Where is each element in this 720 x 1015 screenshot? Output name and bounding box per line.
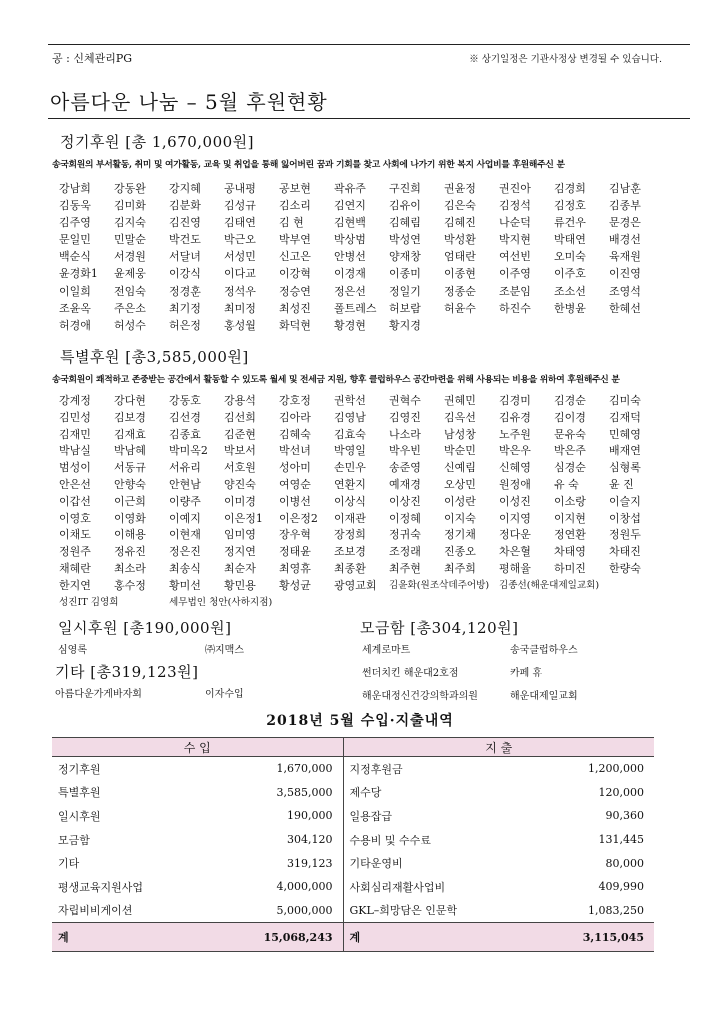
donor-name: 김재덕 xyxy=(609,410,641,424)
donor-name: 정태윤 xyxy=(279,545,311,559)
donor-name: 김아라 xyxy=(279,410,311,424)
donor-name: 김연지 xyxy=(334,199,366,213)
donor-name: 임미영 xyxy=(224,528,256,542)
donor-name: 차은혈 xyxy=(499,545,531,559)
donor-name: 김주영 xyxy=(59,216,91,230)
donor-name: 박순민 xyxy=(444,444,476,458)
donor-name: 김준현 xyxy=(224,427,256,441)
donor-name: 정원두 xyxy=(609,528,641,542)
donor-name: 손민우 xyxy=(334,461,366,475)
donor-name: 김유이 xyxy=(389,199,421,213)
donor-name: 나소라 xyxy=(389,427,421,441)
donor-name: ㈜지맥스 xyxy=(205,645,244,656)
expense-amount: 1,083,250 xyxy=(588,903,644,917)
donor-name: 박태연 xyxy=(554,233,586,247)
donor-name: 최종환 xyxy=(334,561,366,575)
special-donor-list xyxy=(55,393,660,611)
donor-name: 김재민 xyxy=(59,427,91,441)
donor-name: 황미선 xyxy=(169,578,201,592)
donor-name: 이근희 xyxy=(114,494,146,508)
ledger-row xyxy=(52,828,654,852)
regular-donation-heading: 정기후원 [총 1,670,000원] xyxy=(60,133,255,151)
donor-name: 정귀숙 xyxy=(389,528,421,542)
donor-name: 김경순 xyxy=(554,394,586,407)
donor-name: 노주원 xyxy=(499,427,531,441)
donor-name: 조보경 xyxy=(334,545,366,559)
donor-name: 심영록 xyxy=(58,645,87,656)
donor-name: 권진아 xyxy=(499,182,531,195)
donor-name: 송국클럽하우스 xyxy=(510,645,578,656)
donor-name: 김효숙 xyxy=(334,427,366,441)
donor-name: 박부연 xyxy=(279,233,311,247)
income-label: 평생교육지원사업 xyxy=(58,880,144,894)
donor-name: 박남실 xyxy=(59,444,91,458)
title-rule xyxy=(48,118,690,119)
donor-name: 원정애 xyxy=(499,477,531,491)
donor-name: 허경애 xyxy=(59,318,91,332)
other-income-list xyxy=(55,683,355,706)
donor-name: 김혜숙 xyxy=(279,427,311,441)
donor-name: 해운대제일교회 xyxy=(510,691,578,702)
donor-name: 최미정 xyxy=(224,301,256,315)
income-label: 기타 xyxy=(58,857,80,871)
donor-name: 정승연 xyxy=(279,284,311,298)
donor-name: 차태영 xyxy=(554,545,586,559)
donor-name: 이강식 xyxy=(169,267,201,281)
header-rule xyxy=(48,44,690,45)
income-total-label: 계 xyxy=(52,923,248,952)
income-amount: 1,670,000 xyxy=(248,757,343,781)
donor-name: 김종부 xyxy=(609,199,641,213)
donor-name: 허윤수 xyxy=(444,301,476,315)
donor-name: 장정희 xyxy=(334,528,366,542)
donor-name: 양재창 xyxy=(389,250,421,264)
donor-name: 황성균 xyxy=(279,578,311,592)
donation-box-heading: 모금함 [총304,120원] xyxy=(360,619,519,637)
ledger-row xyxy=(52,804,654,828)
donor-name: 광영교회 xyxy=(334,578,377,592)
donor-name: 심형록 xyxy=(609,461,641,475)
donor-name: 강호정 xyxy=(279,394,311,407)
donor-name: 강남희 xyxy=(59,182,91,195)
donor-name: 서달녀 xyxy=(169,250,201,264)
donor-name: 김종선(해운대제일교회) xyxy=(499,579,600,591)
donor-name: 오미숙 xyxy=(554,250,586,264)
donor-name: 최소라 xyxy=(114,561,146,575)
donor-name: 차태진 xyxy=(609,545,641,559)
expense-label: 일용잡급 xyxy=(349,809,393,823)
donor-name: 이성진 xyxy=(499,494,531,508)
donor-name: 폴트레스 xyxy=(334,301,377,315)
donor-name: 김은숙 xyxy=(444,199,476,213)
donor-name: 안현남 xyxy=(169,477,201,491)
expense-label: 사회심리재활사업비 xyxy=(349,880,446,894)
donor-name: 썬더치킨 해운대2호점 xyxy=(362,668,459,679)
donor-name: 최주희 xyxy=(444,561,476,575)
header-author: 공 : 신체관리PG xyxy=(52,52,133,65)
donor-name: 채혜란 xyxy=(59,561,91,575)
donor-name: 권혜민 xyxy=(444,394,476,407)
donor-name: 박선녀 xyxy=(279,444,311,458)
donor-name: 민혜영 xyxy=(609,427,641,441)
donor-name: 박건도 xyxy=(169,233,201,247)
donor-name: 이다교 xyxy=(224,267,256,281)
income-label: 일시후원 xyxy=(58,809,101,823)
donor-name: 이경재 xyxy=(334,267,366,281)
donor-name: 박남혜 xyxy=(114,444,146,458)
donor-name: 전임숙 xyxy=(114,284,146,298)
donor-name: 권혁수 xyxy=(389,394,421,407)
donor-name: 최송식 xyxy=(169,561,201,575)
donor-name: 강동완 xyxy=(114,182,146,195)
donor-name: 이영화 xyxy=(114,511,146,525)
income-label: 모금함 xyxy=(58,833,90,847)
donor-name: 여선빈 xyxy=(499,250,531,264)
donor-name: 이량주 xyxy=(169,494,201,508)
donor-name: 송준영 xyxy=(389,461,421,475)
donor-name: 김소리 xyxy=(279,199,311,213)
donor-name: 이채도 xyxy=(59,528,91,542)
donor-name: 박성연 xyxy=(389,233,421,247)
donor-name: 이재관 xyxy=(334,511,366,525)
donor-name: 신예림 xyxy=(444,461,476,475)
donor-name: 이종미 xyxy=(389,267,421,281)
donor-name: 박은우 xyxy=(499,444,531,458)
donor-name: 오상민 xyxy=(444,477,476,491)
onetime-donor-list xyxy=(58,639,352,662)
donor-name: 정종순 xyxy=(444,284,476,298)
donor-name: 장우혁 xyxy=(279,528,311,542)
donor-name: 조영석 xyxy=(609,284,641,298)
donor-name: 김유경 xyxy=(499,410,531,424)
donor-name: 이은정1 xyxy=(224,511,263,525)
donor-name: 정지연 xyxy=(224,545,256,559)
ledger-title: 2018년 5월 수입·지출내역 xyxy=(266,713,454,729)
donor-name: 박근오 xyxy=(224,233,256,247)
regular-donor-list xyxy=(55,180,660,334)
donor-name: 정기채 xyxy=(444,528,476,542)
donor-name: 배경선 xyxy=(609,233,641,247)
income-amount: 5,000,000 xyxy=(248,899,343,923)
donor-name: 최순자 xyxy=(224,561,256,575)
expense-label: GKL–희망담은 인문학 xyxy=(349,904,458,918)
income-amount: 190,000 xyxy=(248,804,343,828)
donor-name: 배재연 xyxy=(609,444,641,458)
expense-total-amount: 3,115,045 xyxy=(519,923,654,952)
donor-name: 김혜림 xyxy=(389,216,421,230)
donor-name: 김태연 xyxy=(224,216,256,230)
income-label: 정기후원 xyxy=(58,762,101,776)
ledger-header-row xyxy=(52,738,654,757)
donor-name: 이예지 xyxy=(169,511,201,525)
donor-name: 박영일 xyxy=(334,444,366,458)
donor-name: 정연환 xyxy=(554,528,586,542)
donor-name: 문유숙 xyxy=(554,427,586,441)
donor-name: 범성이 xyxy=(59,461,91,475)
income-amount: 319,123 xyxy=(248,851,343,875)
donor-name: 허성수 xyxy=(114,318,146,332)
donor-name: 조윤옥 xyxy=(59,301,91,315)
donor-name: 김 현 xyxy=(279,216,304,230)
donor-name: 카페 휴 xyxy=(510,668,543,679)
donor-name: 강용석 xyxy=(224,394,256,407)
income-header: 수 입 xyxy=(52,738,343,757)
donor-name: 김동욱 xyxy=(59,199,91,213)
other-income-heading: 기타 [총319,123원] xyxy=(55,663,199,681)
donor-name: 아름다운가게바자회 xyxy=(55,689,142,700)
header-notice: ※ 상기일정은 기관사정상 변경될 수 있습니다. xyxy=(469,54,662,65)
donor-name: 문일민 xyxy=(59,233,91,247)
donor-name: 세계로마트 xyxy=(362,645,411,656)
donor-name: 한량숙 xyxy=(609,561,641,575)
ledger-row xyxy=(52,875,654,899)
donor-name: 김혜진 xyxy=(444,216,476,230)
donor-name: 최성진 xyxy=(279,301,311,315)
donor-name: 평해율 xyxy=(499,561,531,575)
donor-name: 육재원 xyxy=(609,250,641,264)
donor-name: 성아미 xyxy=(279,461,311,475)
expense-label: 지정후원금 xyxy=(349,762,403,776)
donor-name: 허보람 xyxy=(389,301,421,315)
donor-name: 김미화 xyxy=(114,199,146,213)
expense-amount: 409,990 xyxy=(598,880,644,894)
donor-name: 서경원 xyxy=(114,250,146,264)
income-amount: 4,000,000 xyxy=(248,875,343,899)
expense-header: 지 출 xyxy=(343,738,654,757)
donor-name: 이갑선 xyxy=(59,494,91,508)
donor-name: 이주영 xyxy=(499,267,531,281)
donor-name: 최기정 xyxy=(169,301,201,315)
donor-name: 안은선 xyxy=(59,477,91,491)
donor-name: 윤 진 xyxy=(609,477,634,491)
donor-name: 정경훈 xyxy=(169,284,201,298)
donor-name: 최영휴 xyxy=(279,561,311,575)
expense-label: 수용비 및 수수료 xyxy=(349,833,431,847)
donor-name: 김윤화(원조삭데주어방) xyxy=(389,579,490,591)
donor-name: 이창섭 xyxy=(609,511,641,525)
ledger-row xyxy=(52,757,654,781)
donor-name: 김성규 xyxy=(224,199,256,213)
donor-name: 윤제웅 xyxy=(114,267,146,281)
donor-name: 이진영 xyxy=(609,267,641,281)
donor-name: 서호원 xyxy=(224,461,256,475)
donor-name: 최주현 xyxy=(389,561,421,575)
donor-name: 이주호 xyxy=(554,267,586,281)
donor-name: 이상식 xyxy=(334,494,366,508)
donor-name: 이현재 xyxy=(169,528,201,542)
donor-name: 구진희 xyxy=(389,182,421,195)
donor-name: 이일희 xyxy=(59,284,91,298)
donor-name: 강계정 xyxy=(59,394,91,407)
donor-name: 박보서 xyxy=(224,444,256,458)
donor-name: 이영호 xyxy=(59,511,91,525)
income-amount: 304,120 xyxy=(248,828,343,852)
donor-name: 정유진 xyxy=(114,545,146,559)
donor-name: 김정석 xyxy=(499,199,531,213)
donor-name: 한혜선 xyxy=(609,301,641,315)
donor-name: 김선경 xyxy=(169,410,201,424)
onetime-donation-heading: 일시후원 [총190,000원] xyxy=(58,619,232,637)
donor-name: 강지혜 xyxy=(169,182,201,195)
donor-name: 남성창 xyxy=(444,427,476,441)
donor-name: 연환지 xyxy=(334,477,366,491)
ledger-row xyxy=(52,851,654,875)
regular-donation-description: 송국회원의 부서활동, 취미 및 여가활동, 교육 및 취업을 통해 잃어버린 꿈과 기회를 찾고 사회에 나가기 위한 복지 사업비를 후원해주신 분 xyxy=(52,160,565,170)
donor-name: 김선희 xyxy=(224,410,256,424)
donor-name: 김옥선 xyxy=(444,410,476,424)
donor-name: 김경미 xyxy=(499,394,531,407)
donor-name: 신고은 xyxy=(279,250,311,264)
donor-name: 성진IT 김영희 xyxy=(59,596,119,608)
donor-name: 이성란 xyxy=(444,494,476,508)
special-donation-heading: 특별후원 [총3,585,000원] xyxy=(60,348,249,366)
ledger-row xyxy=(52,781,654,805)
donor-name: 이병선 xyxy=(279,494,311,508)
donor-name: 김지숙 xyxy=(114,216,146,230)
donor-name: 박은주 xyxy=(554,444,586,458)
donor-name: 엄태란 xyxy=(444,250,476,264)
donor-name: 화덕현 xyxy=(279,318,311,332)
donor-name: 이강혁 xyxy=(279,267,311,281)
donor-name: 예재경 xyxy=(389,477,421,491)
donor-name: 박성환 xyxy=(444,233,476,247)
donor-name: 정은진 xyxy=(169,545,201,559)
donor-name: 이정혜 xyxy=(389,511,421,525)
donor-name: 홍성월 xyxy=(224,318,256,332)
ledger-total-row xyxy=(52,923,654,952)
donor-name: 조소선 xyxy=(554,284,586,298)
donor-name: 하미진 xyxy=(554,561,586,575)
donor-name: 양진숙 xyxy=(224,477,256,491)
donor-name: 박우빈 xyxy=(389,444,421,458)
donor-name: 김보경 xyxy=(114,410,146,424)
donor-name: 조정래 xyxy=(389,545,421,559)
page-title: 아름다운 나눔 – 5월 후원현황 xyxy=(50,90,328,114)
donor-name: 김이경 xyxy=(554,410,586,424)
donor-name: 이지현 xyxy=(554,511,586,525)
donor-name: 서유리 xyxy=(169,461,201,475)
donor-name: 세무법인 청안(사하지점) xyxy=(169,596,273,608)
donor-name: 김진영 xyxy=(169,216,201,230)
donor-name: 공내평 xyxy=(224,182,256,195)
income-label: 특별후원 xyxy=(58,786,101,800)
donor-name: 류건우 xyxy=(554,216,586,230)
donor-name: 진종오 xyxy=(444,545,476,559)
expense-label: 기타운영비 xyxy=(349,857,403,871)
donor-name: 조분임 xyxy=(499,284,531,298)
donor-name: 정일기 xyxy=(389,284,421,298)
donor-name: 주은소 xyxy=(114,301,146,315)
donor-name: 김분화 xyxy=(169,199,201,213)
donor-name: 이지영 xyxy=(499,511,531,525)
donor-name: 심경순 xyxy=(554,461,586,475)
donor-name: 권학선 xyxy=(334,394,366,407)
donor-name: 정다운 xyxy=(499,528,531,542)
donor-name: 민말순 xyxy=(114,233,146,247)
donor-name: 김영남 xyxy=(334,410,366,424)
donor-name: 신혜영 xyxy=(499,461,531,475)
donor-name: 홍수정 xyxy=(114,578,146,592)
donor-name: 김남훈 xyxy=(609,182,641,195)
donor-name: 하진수 xyxy=(499,301,531,315)
income-label: 자립비비게이션 xyxy=(58,904,133,918)
expense-amount: 80,000 xyxy=(605,856,644,870)
donor-name: 곽유주 xyxy=(334,182,366,195)
donor-name: 황경현 xyxy=(334,318,366,332)
donor-name: 백순식 xyxy=(59,250,91,264)
donor-name: 문경은 xyxy=(609,216,641,230)
expense-amount: 120,000 xyxy=(598,785,644,799)
special-donation-description: 송국회원이 쾌적하고 존중받는 공간에서 활동할 수 있도록 월세 및 전세금 지원, 향후 클럽하우스 공간마련을 위해 사용되는 비용을 위하여 후원해주신 분 xyxy=(52,375,620,385)
donor-name: 김재효 xyxy=(114,427,146,441)
expense-label: 제수당 xyxy=(349,786,382,800)
income-amount: 3,585,000 xyxy=(248,781,343,805)
donor-name: 안병선 xyxy=(334,250,366,264)
donor-name: 이소랑 xyxy=(554,494,586,508)
expense-total-label: 계 xyxy=(343,923,519,952)
donor-name: 박지현 xyxy=(499,233,531,247)
donor-name: 한병윤 xyxy=(554,301,586,315)
donor-name: 황지경 xyxy=(389,318,421,332)
donor-name: 이종현 xyxy=(444,267,476,281)
expense-amount: 1,200,000 xyxy=(588,762,644,776)
donor-name: 서동규 xyxy=(114,461,146,475)
donor-name: 윤경화1 xyxy=(59,267,98,281)
donor-name: 여영순 xyxy=(279,477,311,491)
donor-name: 김민성 xyxy=(59,410,91,424)
donor-name: 이미경 xyxy=(224,494,256,508)
donor-name: 김미숙 xyxy=(609,394,641,407)
expense-amount: 90,360 xyxy=(605,809,644,823)
donor-name: 박상범 xyxy=(334,233,366,247)
income-total-amount: 15,068,243 xyxy=(248,923,343,952)
donor-name: 정은선 xyxy=(334,284,366,298)
income-expense-table xyxy=(52,737,654,952)
donor-name: 이은정2 xyxy=(279,511,318,525)
donor-name: 강동호 xyxy=(169,394,201,407)
donor-name: 김정호 xyxy=(554,199,586,213)
donor-name: 한지연 xyxy=(59,578,91,592)
donor-name: 김영진 xyxy=(389,410,421,424)
donor-name: 유 숙 xyxy=(554,477,579,491)
donor-name: 정원주 xyxy=(59,545,91,559)
donor-name: 이상진 xyxy=(389,494,421,508)
expense-amount: 131,445 xyxy=(598,833,644,847)
donor-name: 이지숙 xyxy=(444,511,476,525)
donor-name: 공보현 xyxy=(279,182,311,195)
donor-name: 강다현 xyxy=(114,394,146,407)
donor-name: 김종효 xyxy=(169,427,201,441)
donor-name: 황민용 xyxy=(224,578,256,592)
donor-name: 김경희 xyxy=(554,182,586,195)
donor-name: 나순덕 xyxy=(499,216,531,230)
donor-name: 박미옥2 xyxy=(169,444,208,458)
ledger-row xyxy=(52,899,654,923)
donor-name: 이자수입 xyxy=(205,689,244,700)
donor-name: 해운대정신건강의학과의원 xyxy=(362,691,478,702)
donor-name: 권윤정 xyxy=(444,182,476,195)
donation-box-list xyxy=(362,639,658,708)
donor-name: 김현백 xyxy=(334,216,366,230)
donor-name: 이해용 xyxy=(114,528,146,542)
donor-name: 서성민 xyxy=(224,250,256,264)
donor-name: 안향숙 xyxy=(114,477,146,491)
donor-name: 허은정 xyxy=(169,318,201,332)
donor-name: 이슬지 xyxy=(609,494,641,508)
donor-name: 정석우 xyxy=(224,284,256,298)
